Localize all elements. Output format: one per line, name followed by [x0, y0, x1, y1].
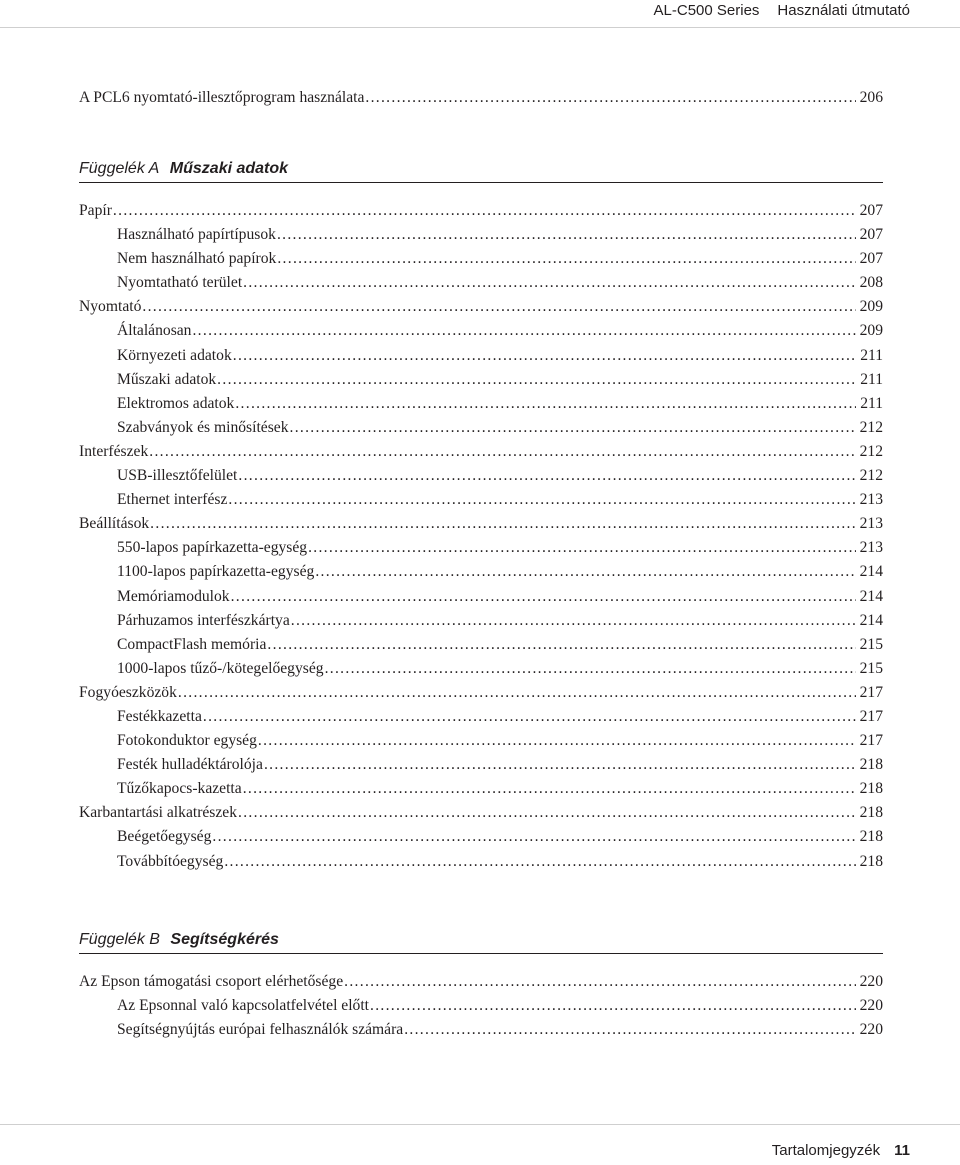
section-name: Segítségkérés — [170, 931, 279, 948]
toc-entry-title: Az Epson támogatási csoport elérhetősége — [79, 973, 344, 990]
toc-entry[interactable] — [79, 392, 883, 416]
toc-appendix-b — [79, 970, 883, 1042]
toc-entry-page: 214 — [859, 611, 883, 629]
toc-entry-title: CompactFlash memória — [117, 635, 267, 653]
dot-leader — [344, 970, 855, 994]
toc-entry-page: 206 — [859, 89, 883, 106]
toc-entry-page: 212 — [859, 418, 883, 436]
toc-entry[interactable] — [79, 585, 883, 609]
toc-entry-title: USB-illesztőfelület — [117, 467, 238, 485]
dot-leader — [113, 199, 856, 223]
toc-entry-title: Beégetőegység — [117, 828, 212, 846]
toc-entry[interactable] — [79, 440, 883, 464]
toc-entry-title: Festék hulladéktárolója — [117, 756, 263, 774]
toc-appendix-a — [79, 199, 883, 874]
toc-entry-page: 217 — [859, 707, 883, 725]
section-heading-appendix-a — [79, 158, 883, 183]
toc-entry-title: Memóriamodulok — [117, 587, 230, 605]
dot-leader — [224, 850, 855, 874]
toc-entry-page: 207 — [859, 250, 883, 268]
section-label: Függelék B — [79, 931, 160, 948]
section-heading-appendix-b — [79, 929, 883, 954]
toc-entry[interactable] — [79, 512, 883, 536]
toc-entry[interactable] — [79, 536, 883, 560]
toc-entry-page: 212 — [859, 467, 883, 485]
toc-entry-title: Nyomtató — [79, 298, 142, 316]
dot-leader — [370, 994, 856, 1018]
toc-entry-page: 218 — [859, 852, 883, 870]
dot-leader — [233, 344, 856, 368]
toc-entry-title: Karbantartási alkatrészek — [79, 804, 238, 822]
page-number: 11 — [894, 1142, 910, 1159]
toc-entry-title: Tűzőkapocs-kazetta — [117, 780, 242, 798]
toc-entry-page: 211 — [860, 346, 883, 364]
toc-entry[interactable] — [79, 344, 883, 368]
toc-entry[interactable] — [79, 1018, 883, 1042]
toc-entry-page: 218 — [859, 780, 883, 798]
product-name: AL-C500 Series — [653, 2, 760, 19]
toc-entry-title: Festékkazetta — [117, 707, 202, 725]
toc-entry-title: 1000-lapos tűző-/kötegelőegység — [117, 659, 324, 677]
toc-entry-title: Elektromos adatok — [117, 394, 235, 412]
dot-leader — [203, 705, 856, 729]
toc-entry[interactable] — [79, 416, 883, 440]
toc-entry[interactable] — [79, 295, 883, 319]
toc-entry[interactable] — [79, 729, 883, 753]
toc-entry-page: 217 — [859, 683, 883, 701]
toc-entry-title: Fotokonduktor egység — [117, 732, 257, 750]
toc-entry-title: Papír — [79, 202, 112, 219]
toc-entry-title: Beállítások — [79, 515, 150, 533]
manual-title: Használati útmutató — [777, 2, 910, 19]
toc-entry-title: Az Epsonnal való kapcsolatfelvétel előtt — [117, 997, 370, 1015]
dot-leader — [277, 247, 855, 271]
toc-entry-title: 550-lapos papírkazetta-egység — [117, 539, 308, 557]
section-label: Függelék A — [79, 160, 160, 177]
toc-entry-title: 1100-lapos papírkazetta-egység — [117, 563, 315, 581]
dot-leader — [178, 681, 856, 705]
toc-entry-page: 215 — [859, 659, 883, 677]
toc-entry-title: Ethernet interfész — [117, 491, 228, 509]
toc-entry[interactable] — [79, 657, 883, 681]
dot-leader — [404, 1018, 855, 1042]
toc-entry-page: 220 — [859, 997, 883, 1015]
toc-entry[interactable] — [79, 464, 883, 488]
toc-entry-title: Továbbítóegység — [117, 852, 224, 870]
toc-entry[interactable] — [79, 633, 883, 657]
toc-entry-title: Fogyóeszközök — [79, 683, 177, 701]
toc-entry-title: Szabványok és minősítések — [117, 418, 289, 436]
dot-leader — [291, 609, 856, 633]
toc-entry-page: 209 — [859, 298, 883, 316]
toc-entry[interactable] — [79, 199, 883, 223]
page-footer — [772, 1140, 910, 1162]
dot-leader — [212, 825, 855, 849]
dot-leader — [290, 416, 856, 440]
toc-entry-page: 217 — [859, 732, 883, 750]
dot-leader — [325, 657, 856, 681]
toc-entry[interactable] — [79, 705, 883, 729]
dot-leader — [264, 753, 856, 777]
toc-entry[interactable] — [79, 801, 883, 825]
toc-entry-page: 212 — [859, 442, 883, 460]
toc-entry-title: Műszaki adatok — [117, 370, 217, 388]
dot-leader — [217, 368, 856, 392]
dot-leader — [228, 488, 855, 512]
toc-entry-title: Általánosan — [117, 322, 192, 340]
toc-entry-page: 218 — [859, 828, 883, 846]
toc-entry-title: Nyomtatható terület — [117, 274, 243, 292]
toc-entry-page: 213 — [859, 491, 883, 509]
header-rule — [0, 27, 960, 28]
dot-leader — [238, 801, 856, 825]
toc-entry[interactable] — [79, 970, 883, 994]
toc-entry-page: 213 — [859, 515, 883, 533]
toc-entry-page: 211 — [860, 370, 883, 388]
dot-leader — [315, 560, 855, 584]
dot-leader — [231, 585, 856, 609]
toc-entry-title: Párhuzamos interfészkártya — [117, 611, 290, 629]
dot-leader — [235, 392, 856, 416]
toc-entry-page: 214 — [859, 563, 883, 581]
dot-leader — [308, 536, 856, 560]
toc-entry[interactable] — [79, 271, 883, 295]
toc-entry[interactable] — [79, 223, 883, 247]
toc-entry[interactable] — [79, 994, 883, 1018]
toc-entry-page: 214 — [859, 587, 883, 605]
dot-leader — [365, 86, 855, 110]
dot-leader — [192, 319, 855, 343]
dot-leader — [277, 223, 856, 247]
toc-entry[interactable] — [79, 319, 883, 343]
toc-entry-page: 208 — [859, 274, 883, 292]
dot-leader — [258, 729, 856, 753]
toc-entry-title: Segítségnyújtás európai felhasználók számára — [117, 1021, 404, 1039]
toc-entry-page: 218 — [859, 756, 883, 774]
toc-entry[interactable] — [79, 681, 883, 705]
toc-entry-title: Használható papírtípusok — [117, 226, 276, 244]
toc-entry[interactable] — [79, 609, 883, 633]
footer-section: Tartalomjegyzék — [771, 1142, 881, 1159]
dot-leader — [243, 777, 856, 801]
toc-entry[interactable] — [79, 850, 883, 874]
toc-entry-page: 218 — [859, 804, 883, 822]
toc-entry-page: 213 — [859, 539, 883, 557]
section-name: Műszaki adatok — [169, 160, 289, 177]
dot-leader — [267, 633, 855, 657]
dot-leader — [149, 440, 855, 464]
toc-entry-page: 209 — [859, 322, 883, 340]
toc-entry-page: 207 — [859, 226, 883, 244]
toc-entry[interactable] — [79, 753, 883, 777]
toc-entry-title: A PCL6 nyomtató-illesztőprogram használata — [79, 89, 365, 106]
toc-entry-page: 220 — [859, 1021, 883, 1039]
dot-leader — [238, 464, 855, 488]
toc-entry-page: 207 — [859, 202, 883, 219]
toc-entry[interactable] — [79, 368, 883, 392]
toc-entry[interactable] — [79, 825, 883, 849]
toc-entry-title: Nem használható papírok — [117, 250, 277, 268]
footer-rule — [0, 1124, 960, 1125]
dot-leader — [142, 295, 855, 319]
running-header — [654, 0, 910, 22]
toc-entry[interactable] — [79, 777, 883, 801]
toc-entry[interactable] — [79, 560, 883, 584]
toc-top-block — [79, 86, 883, 110]
toc-entry[interactable] — [79, 86, 883, 110]
toc-entry-title: Környezeti adatok — [117, 346, 232, 364]
toc-entry[interactable] — [79, 247, 883, 271]
toc-entry-page: 211 — [860, 394, 883, 412]
dot-leader — [150, 512, 855, 536]
toc-entry-title: Interfészek — [79, 442, 149, 460]
toc-entry-page: 220 — [859, 973, 883, 990]
dot-leader — [243, 271, 855, 295]
toc-entry-page: 215 — [859, 635, 883, 653]
toc-entry[interactable] — [79, 488, 883, 512]
